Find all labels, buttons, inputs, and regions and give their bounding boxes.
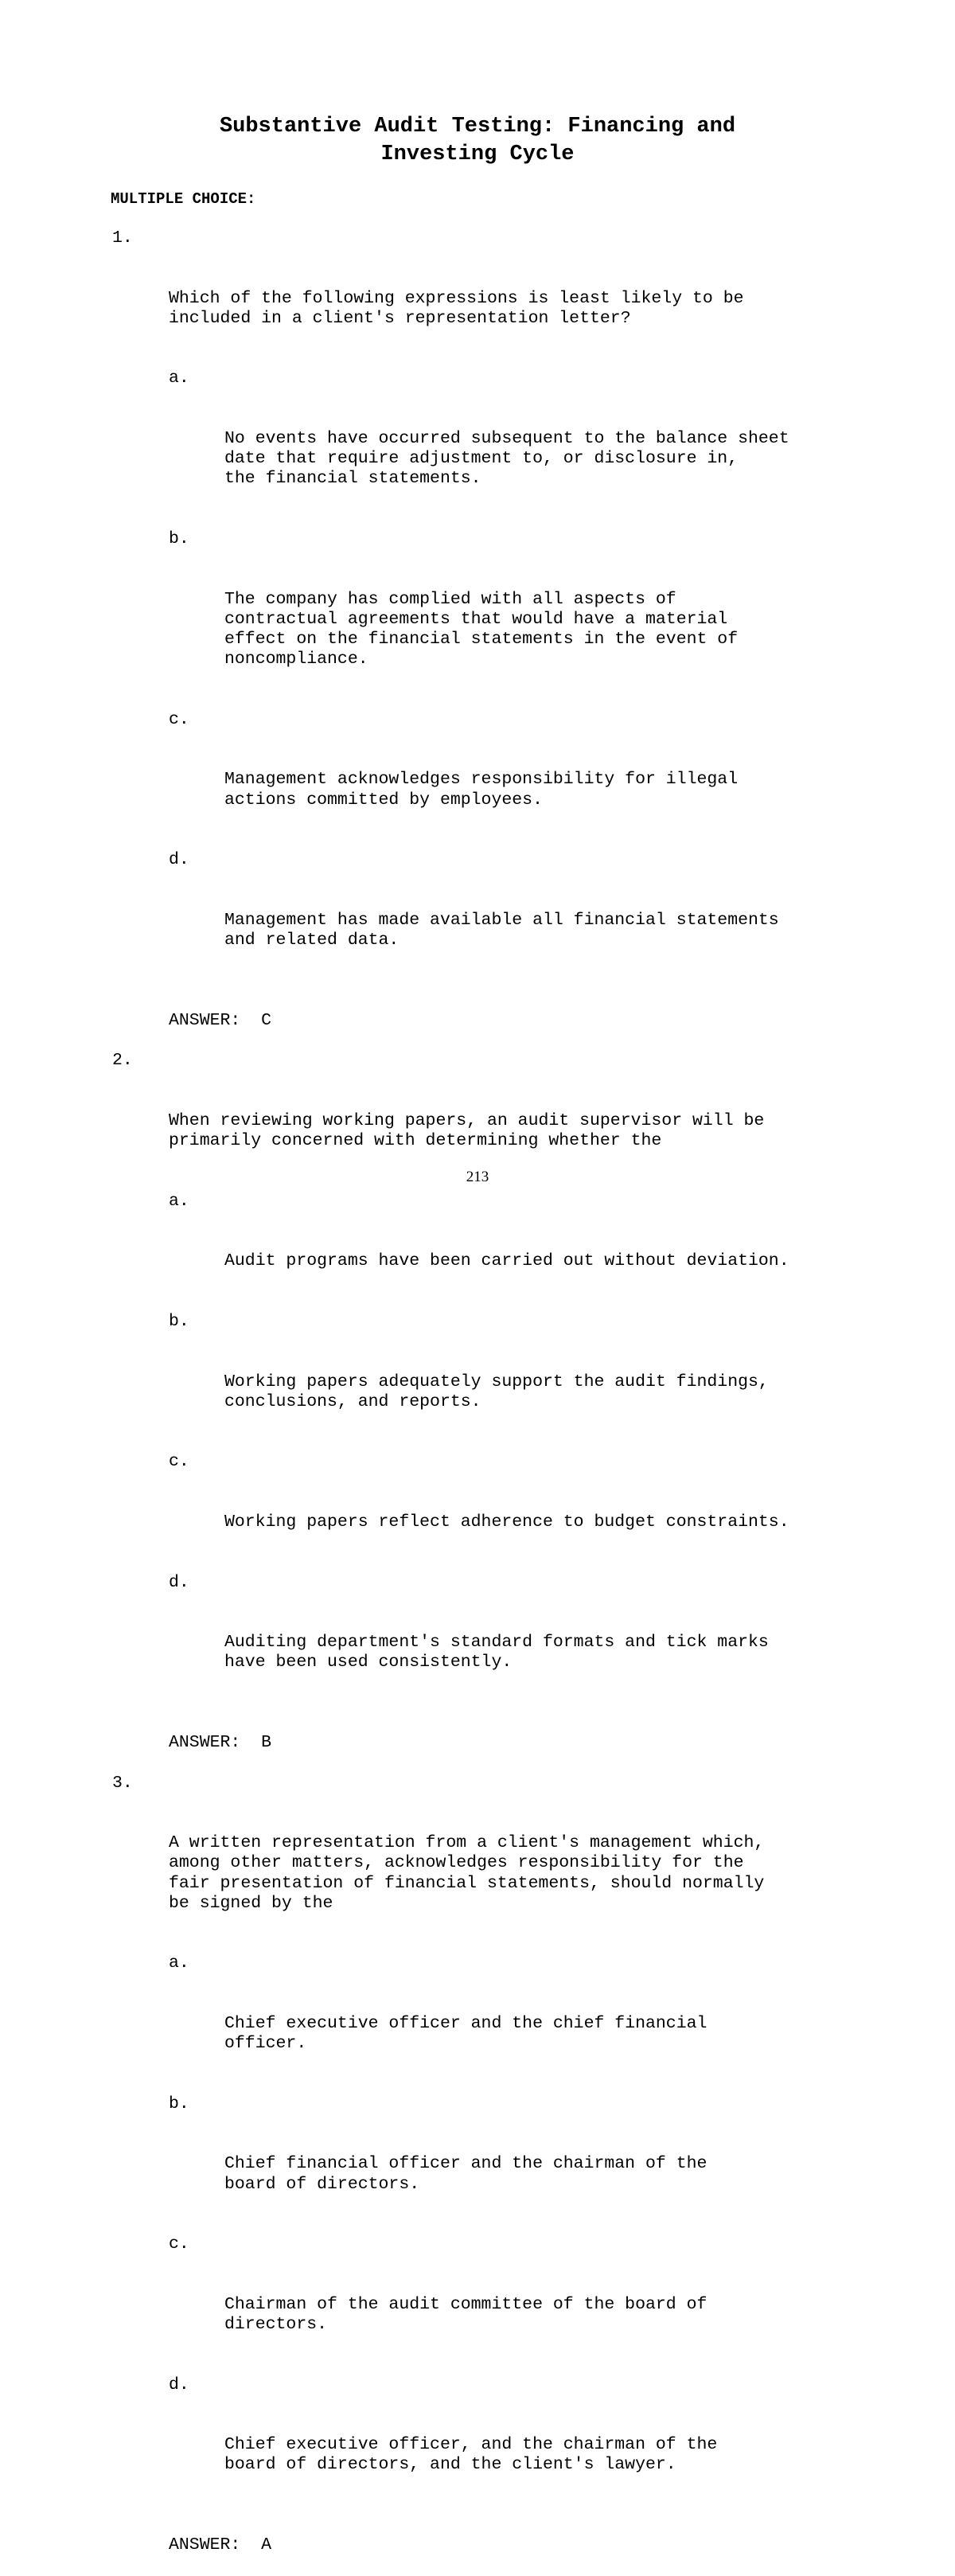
option-text: Audit programs have been carried out without deviation.	[224, 1251, 789, 1271]
page-title-line-2: Investing Cycle	[380, 142, 575, 166]
option-d	[0, 850, 955, 990]
page-title-line-1: Substantive Audit Testing: Financing and	[219, 115, 736, 139]
option-b	[0, 1312, 955, 1452]
option-text: The company has complied with all aspects of contractual agreements that would have a material effect on the financial statements in the event of noncompliance.	[224, 589, 739, 669]
section-heading: MULTIPLE CHOICE:	[111, 190, 256, 208]
question-3	[0, 1774, 955, 2556]
answer-line: ANSWER: B	[169, 1733, 272, 1753]
option-d	[0, 1573, 955, 1713]
option-letter: d.	[169, 1572, 189, 1592]
question-1	[0, 228, 955, 1031]
option-letter: c.	[169, 2234, 189, 2254]
option-letter: d.	[169, 850, 189, 870]
option-text: Chief executive officer and the chief financial officer.	[224, 2014, 707, 2054]
question-list	[0, 228, 955, 2576]
option-c	[0, 710, 955, 850]
question-number: 1.	[112, 228, 133, 248]
option-a	[0, 369, 955, 529]
option-letter: d.	[169, 2375, 189, 2395]
question-stem: Which of the following expressions is least likely to be included in a client's representation letter?	[169, 288, 744, 328]
option-d	[0, 2375, 955, 2516]
option-b	[0, 529, 955, 710]
option-text: Chief executive officer, and the chairman of the board of directors, and the client's lawyer.	[224, 2435, 718, 2475]
option-text: Working papers reflect adherence to budget constraints.	[224, 1512, 789, 1532]
option-text: Working papers adequately support the audit findings, conclusions, and reports.	[224, 1372, 769, 1411]
option-letter: b.	[169, 2094, 189, 2113]
page-number: 213	[466, 1169, 489, 1185]
option-text: Chairman of the audit committee of the board of directors.	[224, 2294, 707, 2335]
option-text: Chief financial officer and the chairman of the board of directors.	[224, 2154, 707, 2194]
option-text: No events have occurred subsequent to the balance sheet date that require adjustment to, or disclosure in, the financial statements.	[224, 429, 789, 489]
option-a	[0, 1953, 955, 2094]
answer-line: ANSWER: C	[169, 1010, 272, 1030]
option-a	[0, 1192, 955, 1312]
option-text: Auditing department's standard formats and tick marks have been used consistently.	[224, 1633, 769, 1672]
option-letter: a.	[169, 1191, 189, 1211]
question-row	[0, 228, 955, 369]
question-number: 2.	[112, 1051, 133, 1071]
option-letter: c.	[169, 1452, 189, 1472]
question-2	[0, 1051, 955, 1753]
option-letter: a.	[169, 1953, 189, 1973]
option-c	[0, 2234, 955, 2375]
option-text: Management has made available all financial statements and related data.	[224, 910, 779, 950]
question-row	[0, 1774, 955, 1954]
option-letter: b.	[169, 1311, 189, 1331]
answer-line: ANSWER: A	[169, 2535, 272, 2555]
option-c	[0, 1452, 955, 1572]
option-letter: b.	[169, 529, 189, 549]
question-number: 3.	[112, 1773, 133, 1793]
question-stem: A written representation from a client's management which, among other matters, acknowledges responsibility for the fair presentation of financial statements, should normally be signed by the	[169, 1833, 765, 1913]
question-stem: When reviewing working papers, an audit supervisor will be primarily concerned with determining whether the	[169, 1110, 765, 1151]
option-letter: c.	[169, 709, 189, 729]
option-text: Management acknowledges responsibility for illegal actions committed by employees.	[224, 770, 739, 810]
option-b	[0, 2094, 955, 2234]
page-title	[0, 113, 955, 169]
option-letter: a.	[169, 369, 189, 388]
